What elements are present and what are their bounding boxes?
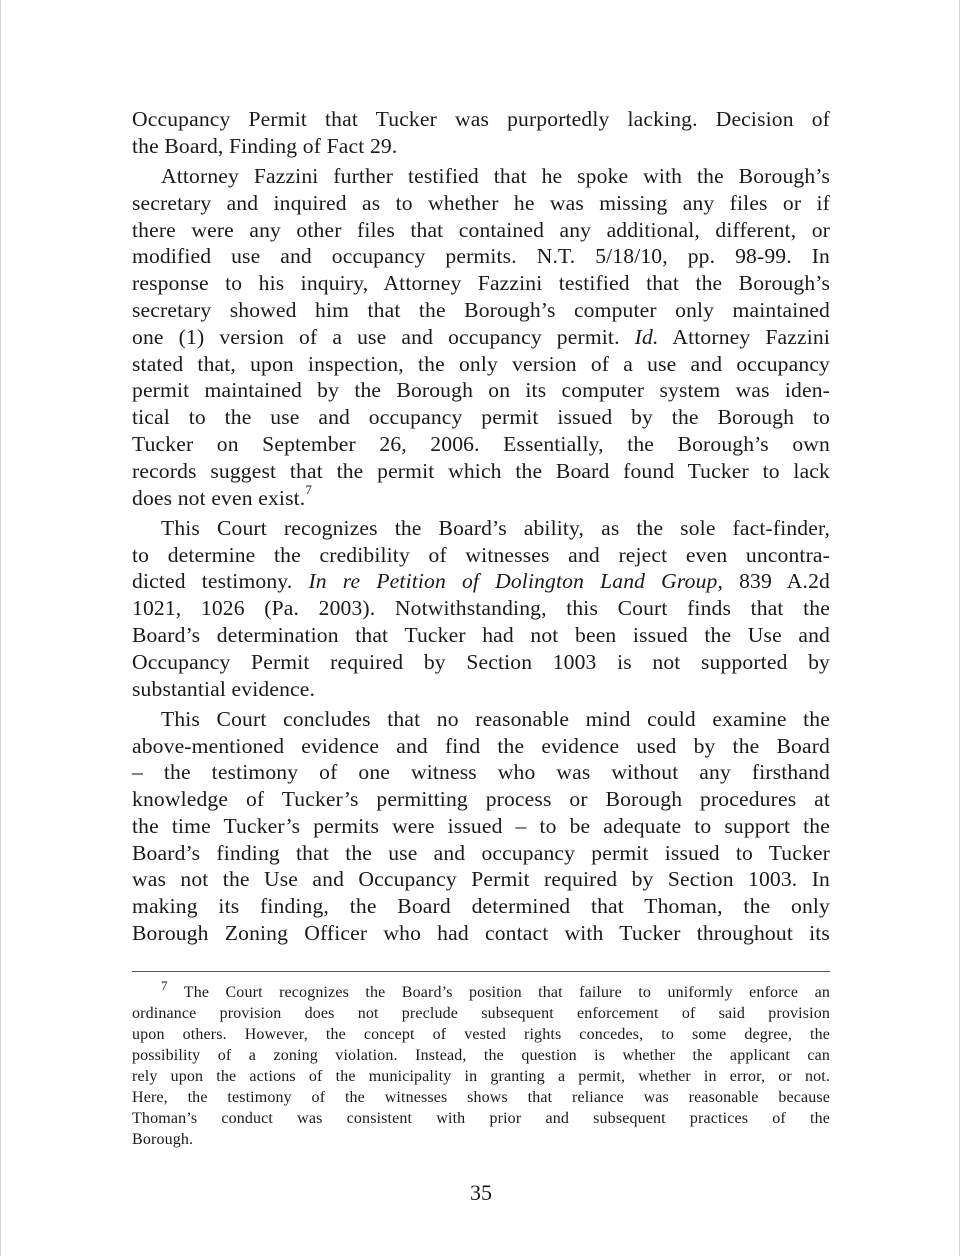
text-segment: one (1) version of a use and occupancy permit. [132, 324, 635, 349]
text-segment: dicted testimony. [132, 569, 309, 594]
text-line: the time Tucker’s permits were issued – to be adequate to support the [132, 813, 830, 838]
case-citation: In re Petition of Dolington Land Group [308, 569, 718, 594]
text-segment: , 839 A.2d [717, 569, 830, 594]
text-line: Borough. [132, 1131, 194, 1148]
text-line: records suggest that the permit which the Board found Tucker to lack [132, 458, 830, 483]
text-line: Here, the testimony of the witnesses shows that reliance was reasonable because [132, 1089, 830, 1106]
text-line: to determine the credibility of witnesses and reject even uncontra- [132, 542, 830, 567]
text-line: the Board, Finding of Fact 29. [132, 133, 398, 158]
text-line: modified use and occupancy permits. N.T. 5/18/10, pp. 98-99. In [132, 244, 830, 269]
text-line: above-mentioned evidence and find the evidence used by the Board [132, 733, 830, 758]
text-line: making its finding, the Board determined that Thoman, the only [132, 894, 830, 919]
text-line: 1021, 1026 (Pa. 2003). Notwithstanding, this Court finds that the [132, 596, 830, 621]
text-segment: The Court recognizes the Board’s position that failure to uniformly enforce an [183, 984, 830, 1001]
text-line: there were any other files that contained any additional, different, or [132, 217, 830, 242]
text-line: permit maintained by the Borough on its computer system was iden- [132, 378, 830, 403]
footnote [132, 977, 830, 1150]
text-line: Thoman’s conduct was consistent with prior and subsequent practices of the [132, 1110, 830, 1127]
text-line: Borough Zoning Officer who had contact with Tucker throughout its [132, 921, 830, 946]
text-line: This Court recognizes the Board’s ability, as the sole fact-finder, [161, 515, 830, 540]
text-line: – the testimony of one witness who was without any firsthand [132, 760, 830, 785]
text-line: secretary showed him that the Borough’s computer only maintained [132, 297, 830, 322]
text-line: Board’s determination that Tucker had not been issued the Use and [132, 622, 830, 647]
text-line: ordinance provision does not preclude subsequent enforcement of said provision [132, 1005, 830, 1022]
text-line [132, 324, 830, 351]
text-line: This Court concludes that no reasonable mind could examine the [161, 706, 830, 731]
text-line: Occupancy Permit required by Section 1003 is not supported by [132, 649, 830, 674]
text-line: was not the Use and Occupancy Permit required by Section 1003. In [132, 867, 830, 892]
paragraph-3 [132, 515, 830, 703]
text-line: possibility of a zoning violation. Instead, the question is whether the applicant can [132, 1047, 830, 1064]
text-line: response to his inquiry, Attorney Fazzini testified that the Borough’s [132, 271, 830, 296]
text-line [132, 482, 830, 512]
text-segment: does not even exist. [132, 485, 306, 510]
footnote-divider [132, 971, 830, 972]
text-line [132, 977, 830, 1003]
paragraph-1 [132, 106, 830, 160]
text-line: stated that, upon inspection, the only version of a use and occupancy [132, 351, 830, 376]
text-line: rely upon the actions of the municipality in granting a permit, whether in error, or not. [132, 1068, 830, 1085]
footnote-reference[interactable]: 7 [305, 482, 312, 498]
text-line: substantial evidence. [132, 676, 316, 701]
text-line: Tucker on September 26, 2006. Essentially, the Borough’s own [132, 431, 830, 456]
text-line: Occupancy Permit that Tucker was purportedly lacking. Decision of [132, 107, 830, 131]
text-line: knowledge of Tucker’s permitting process or Borough procedures at [132, 787, 830, 812]
text-line: upon others. However, the concept of vested rights concedes, to some degree, the [132, 1026, 830, 1043]
text-line: Attorney Fazzini further testified that he spoke with the Borough’s [161, 163, 830, 188]
footnote-number: 7 [161, 977, 168, 993]
text-line: Board’s finding that the use and occupancy permit issued to Tucker [132, 840, 830, 865]
text-line: tical to the use and occupancy permit issued by the Borough to [132, 405, 830, 430]
text-line [132, 568, 830, 595]
text-segment: Attorney Fazzini [672, 324, 830, 349]
main-text [132, 106, 830, 947]
paragraph-2 [132, 163, 830, 511]
page-number: 35 [470, 1180, 492, 1205]
italic-citation: Id. [634, 324, 659, 349]
paragraph-4 [132, 706, 830, 947]
text-line: secretary and inquired as to whether he was missing any files or if [132, 190, 830, 215]
